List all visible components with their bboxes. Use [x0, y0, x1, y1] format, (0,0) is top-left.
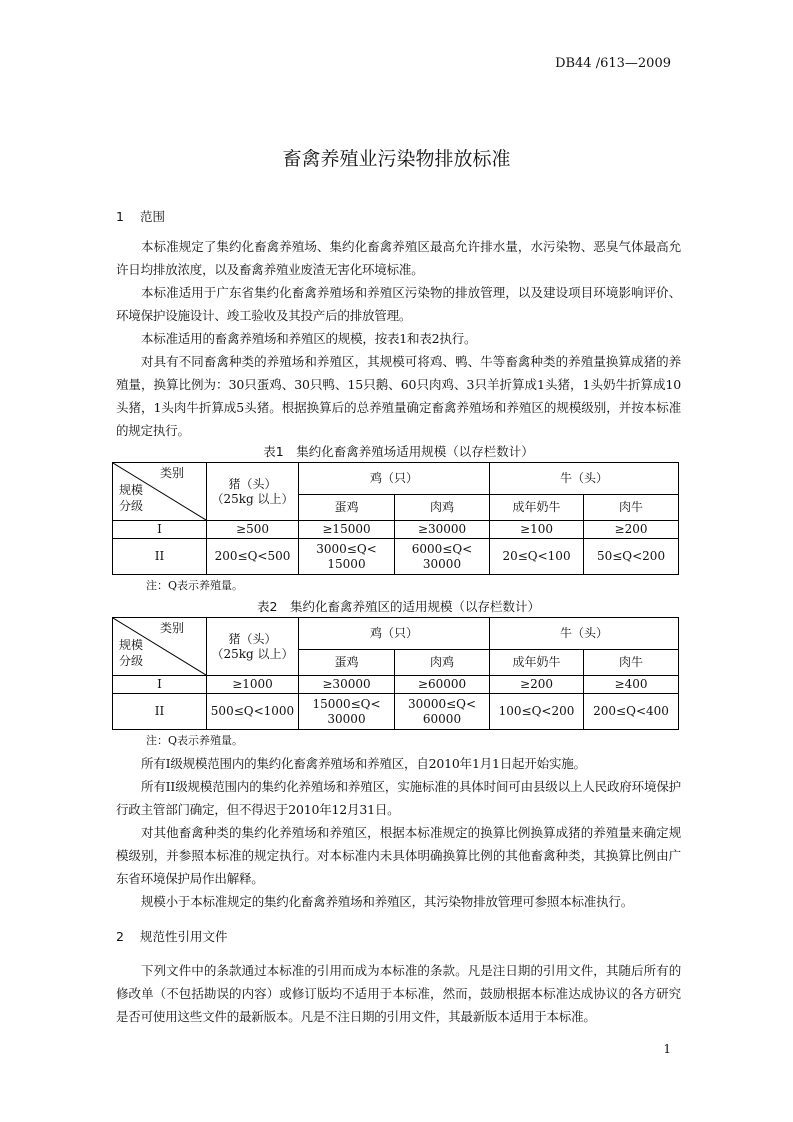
- paragraph: 所有II级规模范围内的集约化养殖场和养殖区，实施标准的具体时间可由县级以上人民政府环境保护行政主管部门确定，但不得迟于2010年12月31日。: [116, 779, 681, 817]
- subheader-broiler: 肉鸡: [395, 650, 490, 676]
- subheader-dairy: 成年奶牛: [490, 495, 584, 521]
- table-caption: 表1 集约化畜禽养殖场适用规模（以存栏数计）: [263, 444, 534, 459]
- paragraph: 所有I级规模范围内的集约化畜禽养殖场和养殖区，自2010年1月1日起开始实施。: [141, 756, 586, 771]
- header-scale: 规模: [119, 483, 144, 497]
- cell-beef: ≥200: [584, 521, 679, 539]
- cell-grade: II: [113, 539, 207, 575]
- table-row: [113, 521, 679, 539]
- cell-grade: I: [113, 521, 207, 539]
- header-grade: 分级: [119, 654, 144, 668]
- paragraph: 本标准适用于广东省集约化畜禽养殖场和养殖区污染物的排放管理，以及建设项目环境影响评价、环境保护设施设计、竣工验收及其投产后的排放管理。: [116, 285, 681, 323]
- header-cattle: 牛（头）: [490, 618, 679, 650]
- header-pig: 猪（头） （25kg 以上）: [207, 463, 299, 521]
- cell-dairy: ≥200: [490, 676, 584, 694]
- cell-dairy: ≥100: [490, 521, 584, 539]
- subheader-beef: 肉牛: [584, 650, 679, 676]
- table-farm-scale: [112, 462, 679, 575]
- document-title: 畜禽养殖业污染物排放标准: [282, 148, 511, 170]
- table-caption: 表2 集约化畜禽养殖区的适用规模（以存栏数计）: [257, 599, 540, 614]
- header-category: 类别: [159, 621, 184, 635]
- cell-broiler: 6000≤Q< 30000: [395, 539, 490, 575]
- cell-dairy: 20≤Q<100: [490, 539, 584, 575]
- table-row: [113, 676, 679, 694]
- document-code: DB44 /613—2009: [555, 56, 671, 71]
- cell-layer: ≥30000: [299, 676, 395, 694]
- cell-layer: 15000≤Q< 30000: [299, 694, 395, 730]
- page-number: 1: [663, 1042, 671, 1056]
- cell-beef: 50≤Q<200: [584, 539, 679, 575]
- cell-layer: 3000≤Q< 15000: [299, 539, 395, 575]
- paragraph: 对具有不同畜禽种类的养殖场和养殖区，其规模可将鸡、鸭、牛等畜禽种类的养殖量换算成猪的养殖量，换算比例为：30只蛋鸡、30只鸭、15只鹅、60只肉鸡、3只羊折算成1头猪，1头奶牛折算成10头猪，1头肉牛折算成5头猪。根据换算后的总养殖量确定畜禽养殖场和养殖区的规模级别，并按本标准的规定执行。: [116, 354, 681, 438]
- subheader-beef: 肉牛: [584, 495, 679, 521]
- cell-broiler: ≥30000: [395, 521, 490, 539]
- cell-broiler: 30000≤Q< 60000: [395, 694, 490, 730]
- subheader-dairy: 成年奶牛: [490, 650, 584, 676]
- table-row: [113, 539, 679, 575]
- document-body: [116, 205, 681, 1028]
- header-chicken: 鸡（只）: [299, 618, 490, 650]
- paragraph: 对其他畜禽种类的集约化养殖场和养殖区，根据本标准规定的换算比例换算成猪的养殖量来确定规模级别，并参照本标准的规定执行。对本标准内未具体明确换算比例的其他畜禽种类，其换算比例由广东省环境保护局作出解释。: [116, 825, 681, 886]
- paragraph: 本标准适用的畜禽养殖场和养殖区的规模，按表1和表2执行。: [141, 331, 477, 346]
- cell-layer: ≥15000: [299, 521, 395, 539]
- subheader-layer: 蛋鸡: [299, 650, 395, 676]
- section-title: 规范性引用文件: [140, 929, 228, 944]
- paragraph: 下列文件中的条款通过本标准的引用而成为本标准的条款。凡是注日期的引用文件，其随后所有的修改单（不包括勘误的内容）或修订版均不适用于本标准，然而，鼓励根据本标准达成协议的各方研究是否可使用这些文件的最新版本。凡是不注日期的引用文件，其最新版本适用于本标准。: [116, 963, 681, 1024]
- section-heading-scope: [116, 205, 681, 229]
- table-note: 注：Q表示养殖量。: [146, 734, 244, 747]
- header-chicken: 鸡（只）: [299, 463, 490, 495]
- header-pig: 猪（头） （25kg 以上）: [207, 618, 299, 676]
- cell-broiler: ≥60000: [395, 676, 490, 694]
- table-zone-scale: [112, 617, 679, 730]
- paragraph: 规模小于本标准规定的集约化畜禽养殖场和养殖区，其污染物排放管理可参照本标准执行。: [141, 894, 634, 909]
- subheader-layer: 蛋鸡: [299, 495, 395, 521]
- cell-dairy: 100≤Q<200: [490, 694, 584, 730]
- cell-pig: 500≤Q<1000: [207, 694, 299, 730]
- cell-pig: ≥1000: [207, 676, 299, 694]
- header-scale: 规模: [119, 638, 144, 652]
- table-row: [113, 694, 679, 730]
- header-cattle: 牛（头）: [490, 463, 679, 495]
- paragraph: 本标准规定了集约化畜禽养殖场、集约化畜禽养殖区最高允许排水量，水污染物、恶臭气体最高允许日均排放浓度，以及畜禽养殖业废渣无害化环境标准。: [116, 239, 681, 277]
- section-number: 1: [116, 209, 124, 224]
- cell-pig: ≥500: [207, 521, 299, 539]
- cell-pig: 200≤Q<500: [207, 539, 299, 575]
- cell-grade: I: [113, 676, 207, 694]
- table-diagonal-header: [113, 463, 207, 521]
- subheader-broiler: 肉鸡: [395, 495, 490, 521]
- cell-grade: II: [113, 694, 207, 730]
- header-category: 类别: [159, 466, 184, 480]
- cell-beef: 200≤Q<400: [584, 694, 679, 730]
- cell-beef: ≥400: [584, 676, 679, 694]
- header-grade: 分级: [119, 499, 144, 513]
- section-title: 范围: [140, 209, 166, 224]
- section-number: 2: [116, 929, 124, 944]
- table-note: 注：Q表示养殖量。: [146, 579, 244, 592]
- table-diagonal-header: [113, 618, 207, 676]
- section-heading-references: [116, 925, 681, 949]
